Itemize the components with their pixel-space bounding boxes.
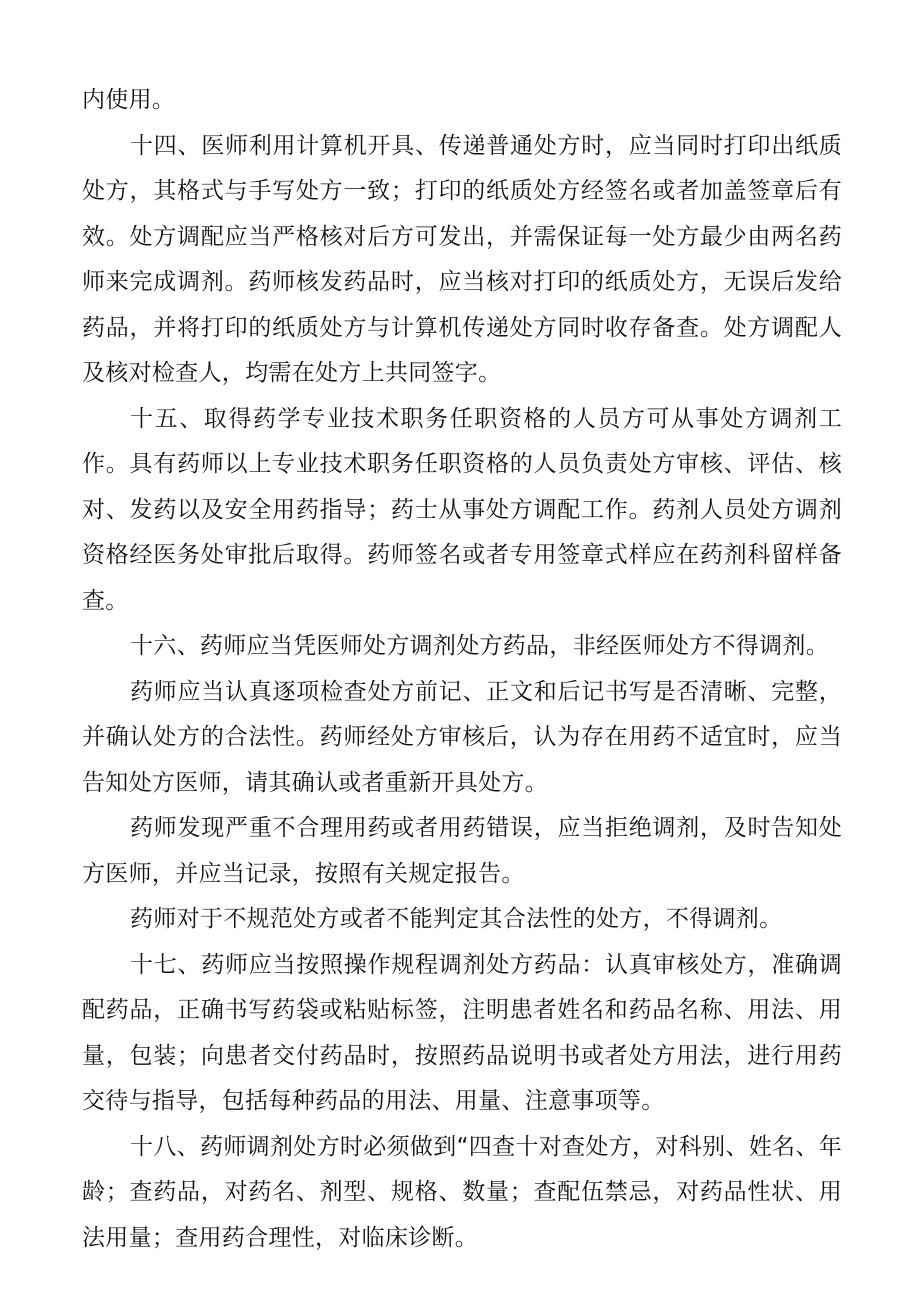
paragraph-article-14: 十四、医师利用计算机开具、传递普通处方时，应当同时打印出纸质处方，其格式与手写处方一致；打印的纸质处方经签名或者加盖签章后有效。处方调配应当严格核对后方可发出，并需保证每一处方最少由两名药师来完成调剂。药师核发药品时，应当核对打印的纸质处方，无误后发给药品，并将打印的纸质处方与计算机传递处方同时收存备查。处方调配人及核对检查人，均需在处方上共同签字。 xyxy=(82,132,842,386)
paragraph-article-16-nonstandard: 药师对于不规范处方或者不能判定其合法性的处方，不得调剂。 xyxy=(130,906,783,932)
paragraph-article-17: 十七、药师应当按照操作规程调剂处方药品：认真审核处方，准确调配药品，正确书写药袋或粘贴标签，注明患者姓名和药品名称、用法、用量，包装；向患者交付药品时，按照药品说明书或者处方用法，进行用药交待与指导，包括每种药品的用法、用量、注意事项等。 xyxy=(82,951,842,1114)
paragraph-article-16: 十六、药师应当凭医师处方调剂处方药品，非经医师处方不得调剂。 xyxy=(130,633,829,659)
paragraph-article-18: 十八、药师调剂处方时必须做到“四查十对查处方，对科别、姓名、年龄；查药品，对药名、剂型、规格、数量；查配伍禁忌，对药品性状、用法用量；查用药合理性，对临床诊断。 xyxy=(82,1133,842,1251)
paragraph-article-16-review: 药师应当认真逐项检查处方前记、正文和后记书写是否清晰、完整，并确认处方的合法性。药师经处方审核后，认为存在用药不适宜时，应当告知处方医师，请其确认或者重新开具处方。 xyxy=(82,678,842,796)
paragraph-continuation: 内使用。 xyxy=(82,87,176,113)
paragraph-article-15: 十五、取得药学专业技术职务任职资格的人员方可从事处方调剂工作。具有药师以上专业技术职务任职资格的人员负责处方审核、评估、核对、发药以及安全用药指导；药士从事处方调配工作。药剂人员处方调剂资格经医务处审批后取得。药师签名或者专用签章式样应在药剂科留样备查。 xyxy=(82,405,842,614)
document-body xyxy=(82,78,842,1261)
paragraph-article-16-refuse: 药师发现严重不合理用药或者用药错误，应当拒绝调剂，及时告知处方医师，并应当记录，按照有关规定报告。 xyxy=(82,815,842,887)
